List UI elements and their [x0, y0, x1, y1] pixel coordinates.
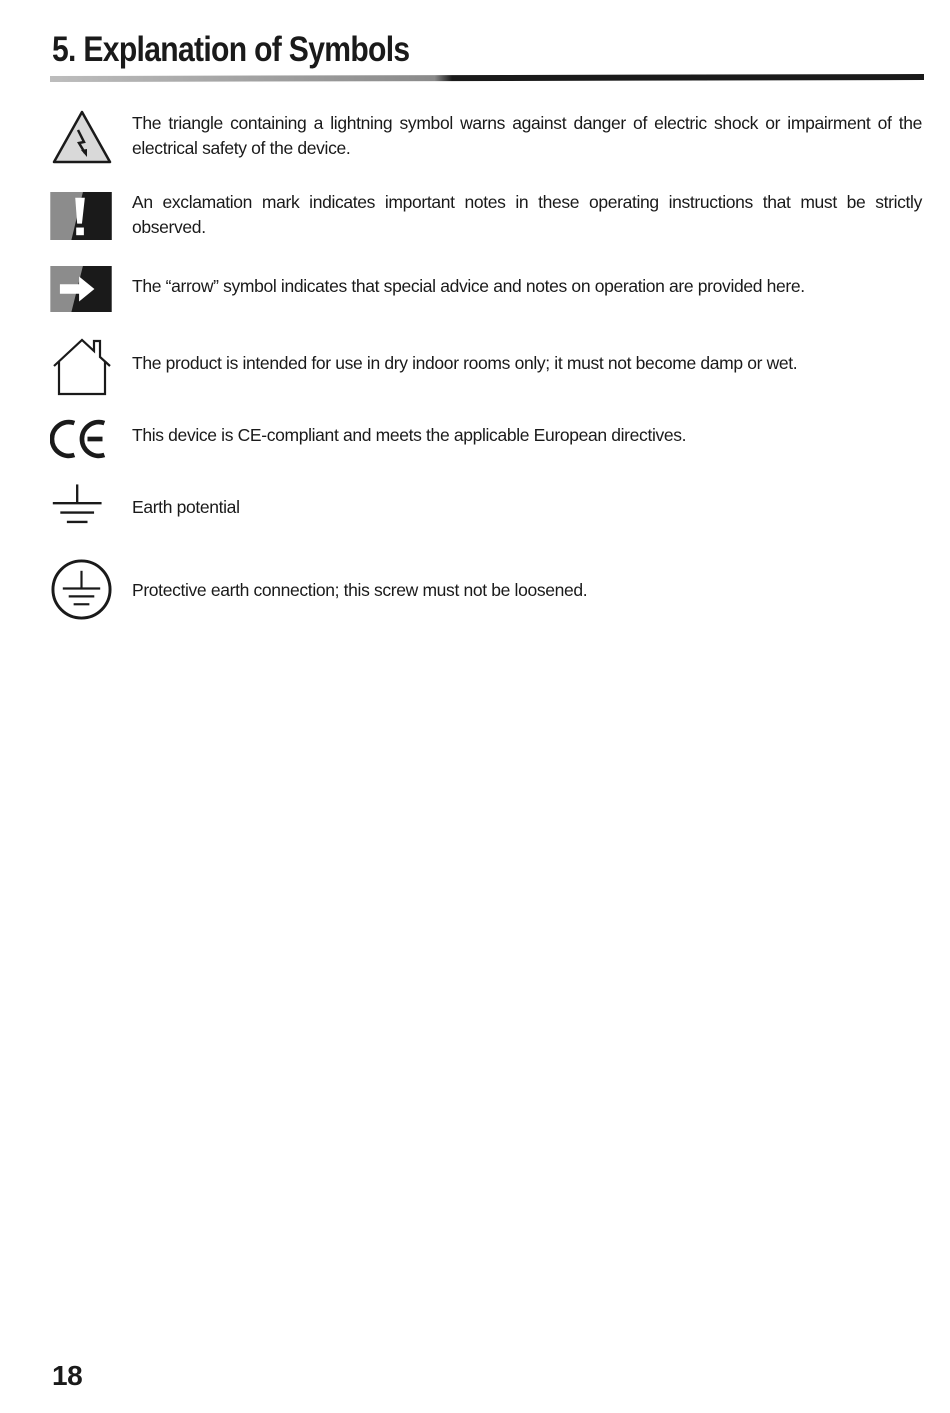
indoor-house-icon: [50, 336, 114, 400]
title-underline-rule: [50, 74, 924, 82]
lightning-warning-triangle-icon: [50, 108, 114, 172]
symbol-item-earth-potential: [50, 482, 924, 532]
symbol-item-important-note: [50, 188, 924, 244]
ce-mark-icon: [50, 416, 110, 462]
symbol-description: This device is CE-compliant and meets the applicable European directives.: [132, 425, 687, 445]
symbol-description: Earth potential: [132, 497, 240, 517]
page-title: 5. Explanation of Symbols: [52, 30, 410, 69]
symbol-description: An exclamation mark indicates important notes in these operating instructions that must be strictly observed.: [132, 192, 922, 237]
symbol-item-advice: [50, 264, 924, 316]
symbol-description: The product is intended for use in dry indoor rooms only; it must not become damp or wet.: [132, 353, 798, 373]
symbol-description: The triangle containing a lightning symbol warns against danger of electric shock or impairment of the electrical safety of the device.: [132, 113, 922, 158]
symbol-item-protective-earth: [50, 558, 924, 622]
exclamation-mark-icon: [50, 192, 112, 240]
page-number: 18: [52, 1360, 83, 1391]
earth-ground-icon: [50, 482, 110, 530]
symbol-item-indoor-use: [50, 336, 924, 396]
symbol-description: The “arrow” symbol indicates that special advice and notes on operation are provided here.: [132, 276, 805, 296]
symbol-item-electric-shock: [50, 108, 924, 168]
symbol-item-ce-compliance: [50, 414, 924, 464]
protective-earth-icon: [50, 558, 113, 621]
arrow-advice-icon: [50, 266, 112, 312]
symbol-description: Protective earth connection; this screw must not be loosened.: [132, 580, 588, 600]
